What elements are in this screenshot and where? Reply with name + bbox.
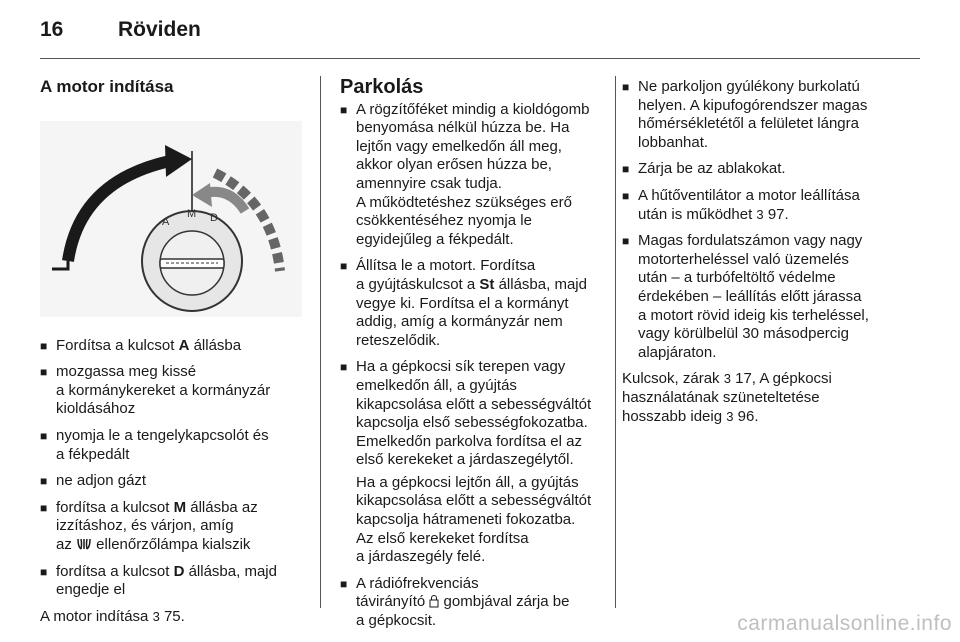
parking-tips-list [622,78,920,362]
label-d: D [210,211,218,224]
bullet-icon: ■ [40,338,48,353]
bullet-icon: ■ [340,360,348,375]
downhill-parking-paragraph: Ha a gépkocsi lejtőn áll, a gyújtás kikapcsolása előtt a sebességváltót kapcsolja hátrameneti fokozatba. Az első kerekeket fordítsa a járdaszegély felé. [356,473,592,566]
section-title: Röviden [118,18,201,41]
list-item: ■ Zárja be az ablakokat. [622,160,786,178]
reference-arrow-icon: 3 [152,608,160,624]
ignition-key-illustration [40,121,302,317]
column-divider-2 [615,76,616,608]
list-item: ■ Magas fordulatszámon vagy nagy motorterheléssel való üzemelés után – a turbófeltöltő védelme érdekében – leállítás előtt járassa a motort rövid ideig kis terheléssel, vagy körülbelül 30 másodpercig alapjáraton. [622,232,869,361]
lock-icon [429,594,439,608]
list-item: ■ Ne parkoljon gyúlékony burkolatú helyen. A kipufogórendszer magas hőmérsékletétől a felületet lángra lobbanhat. [622,78,868,151]
ignition-lock-icon [40,121,302,317]
label-m: M [187,207,197,220]
list-item: ■ A rádiófrekvenciás távirányító gombjával zárja be a gépkocsit. [340,574,570,630]
bullet-icon: ■ [40,564,48,579]
list-item: ■ nyomja le a tengelykapcsolót és a fékpedált [40,426,269,463]
column-divider-1 [320,76,321,608]
label-a: A [162,215,170,228]
reference-arrow-icon: 3 [726,408,734,424]
bullet-icon: ■ [622,162,630,177]
parking-list-cont [340,575,606,631]
parking-heading: Parkolás [340,76,424,98]
page-reference-link[interactable]: 97. [767,205,789,223]
list-item: ■ A hűtőventilátor a motor leállítása után is működhet 3 97. [622,186,860,223]
bullet-icon: ■ [40,428,48,443]
reference-arrow-icon: 3 [723,371,731,387]
header-rule [40,58,920,59]
page-number: 16 [40,18,64,41]
reference-arrow-icon: 3 [756,206,764,222]
list-item: ■ fordítsa a kulcsot D állásba, majd engedje el [40,562,277,599]
column-engine-start [40,78,312,626]
column-parking [340,78,606,639]
bullet-icon: ■ [622,80,630,94]
list-item: ■ Fordítsa a kulcsot A állásba [40,336,242,354]
bullet-icon: ■ [622,188,630,203]
list-item: ■ Ha a gépkocsi sík terepen vagy emelkedőn áll, a gyújtás kikapcsolása előtt a sebességváltót kapcsolja első sebességfokozatba. Emelkedőn parkolva fordítsa el az első kerekeket a járdaszegélytől. [340,358,592,469]
glow-plug-icon [76,537,92,551]
parking-list [340,101,606,470]
engine-start-steps [40,337,312,600]
engine-start-heading: A motor indítása [40,77,174,96]
bullet-icon: ■ [340,259,348,274]
bullet-icon: ■ [40,500,48,515]
watermark: carmanualsonline.info [737,612,952,635]
bullet-icon: ■ [622,234,630,249]
list-item: ■ fordítsa a kulcsot M állásba az izzításhoz, és várjon, amíg az ellenőrzőlámpa kialszik [40,498,258,553]
list-item: ■ A rögzítőféket mindig a kioldógomb benyomása nélkül húzza be. Ha lejtőn vagy emelkedőn áll meg, akkor olyan erősen húzza be, amennyire csak tudja. A működtetéshez szükséges erő csökkentéséhez nyomja le egyidejűleg a fékpedált. [340,100,590,248]
column-parking-cont [622,78,920,426]
cross-reference-paragraph[interactable]: Kulcsok, zárak 3 17, A gépkocsi használatának szüneteltetése hosszabb ideig 3 96. [622,370,832,425]
bullet-icon: ■ [340,576,348,591]
bullet-icon: ■ [340,102,348,117]
engine-start-reference[interactable]: A motor indítása 3 75. [40,607,185,625]
bullet-icon: ■ [40,365,48,380]
list-item: ■ mozgassa meg kissé a kormánykereket a kormányzár kioldásához [40,363,271,418]
bullet-icon: ■ [40,474,48,489]
list-item: ■ Állítsa le a motort. Fordítsa a gyújtáskulcsot a St állásba, majd vegye ki. Fordítsa el a kormányt addig, amíg a kormányzár nem reteszelődik. [340,257,587,349]
list-item: ■ ne adjon gázt [40,472,147,490]
